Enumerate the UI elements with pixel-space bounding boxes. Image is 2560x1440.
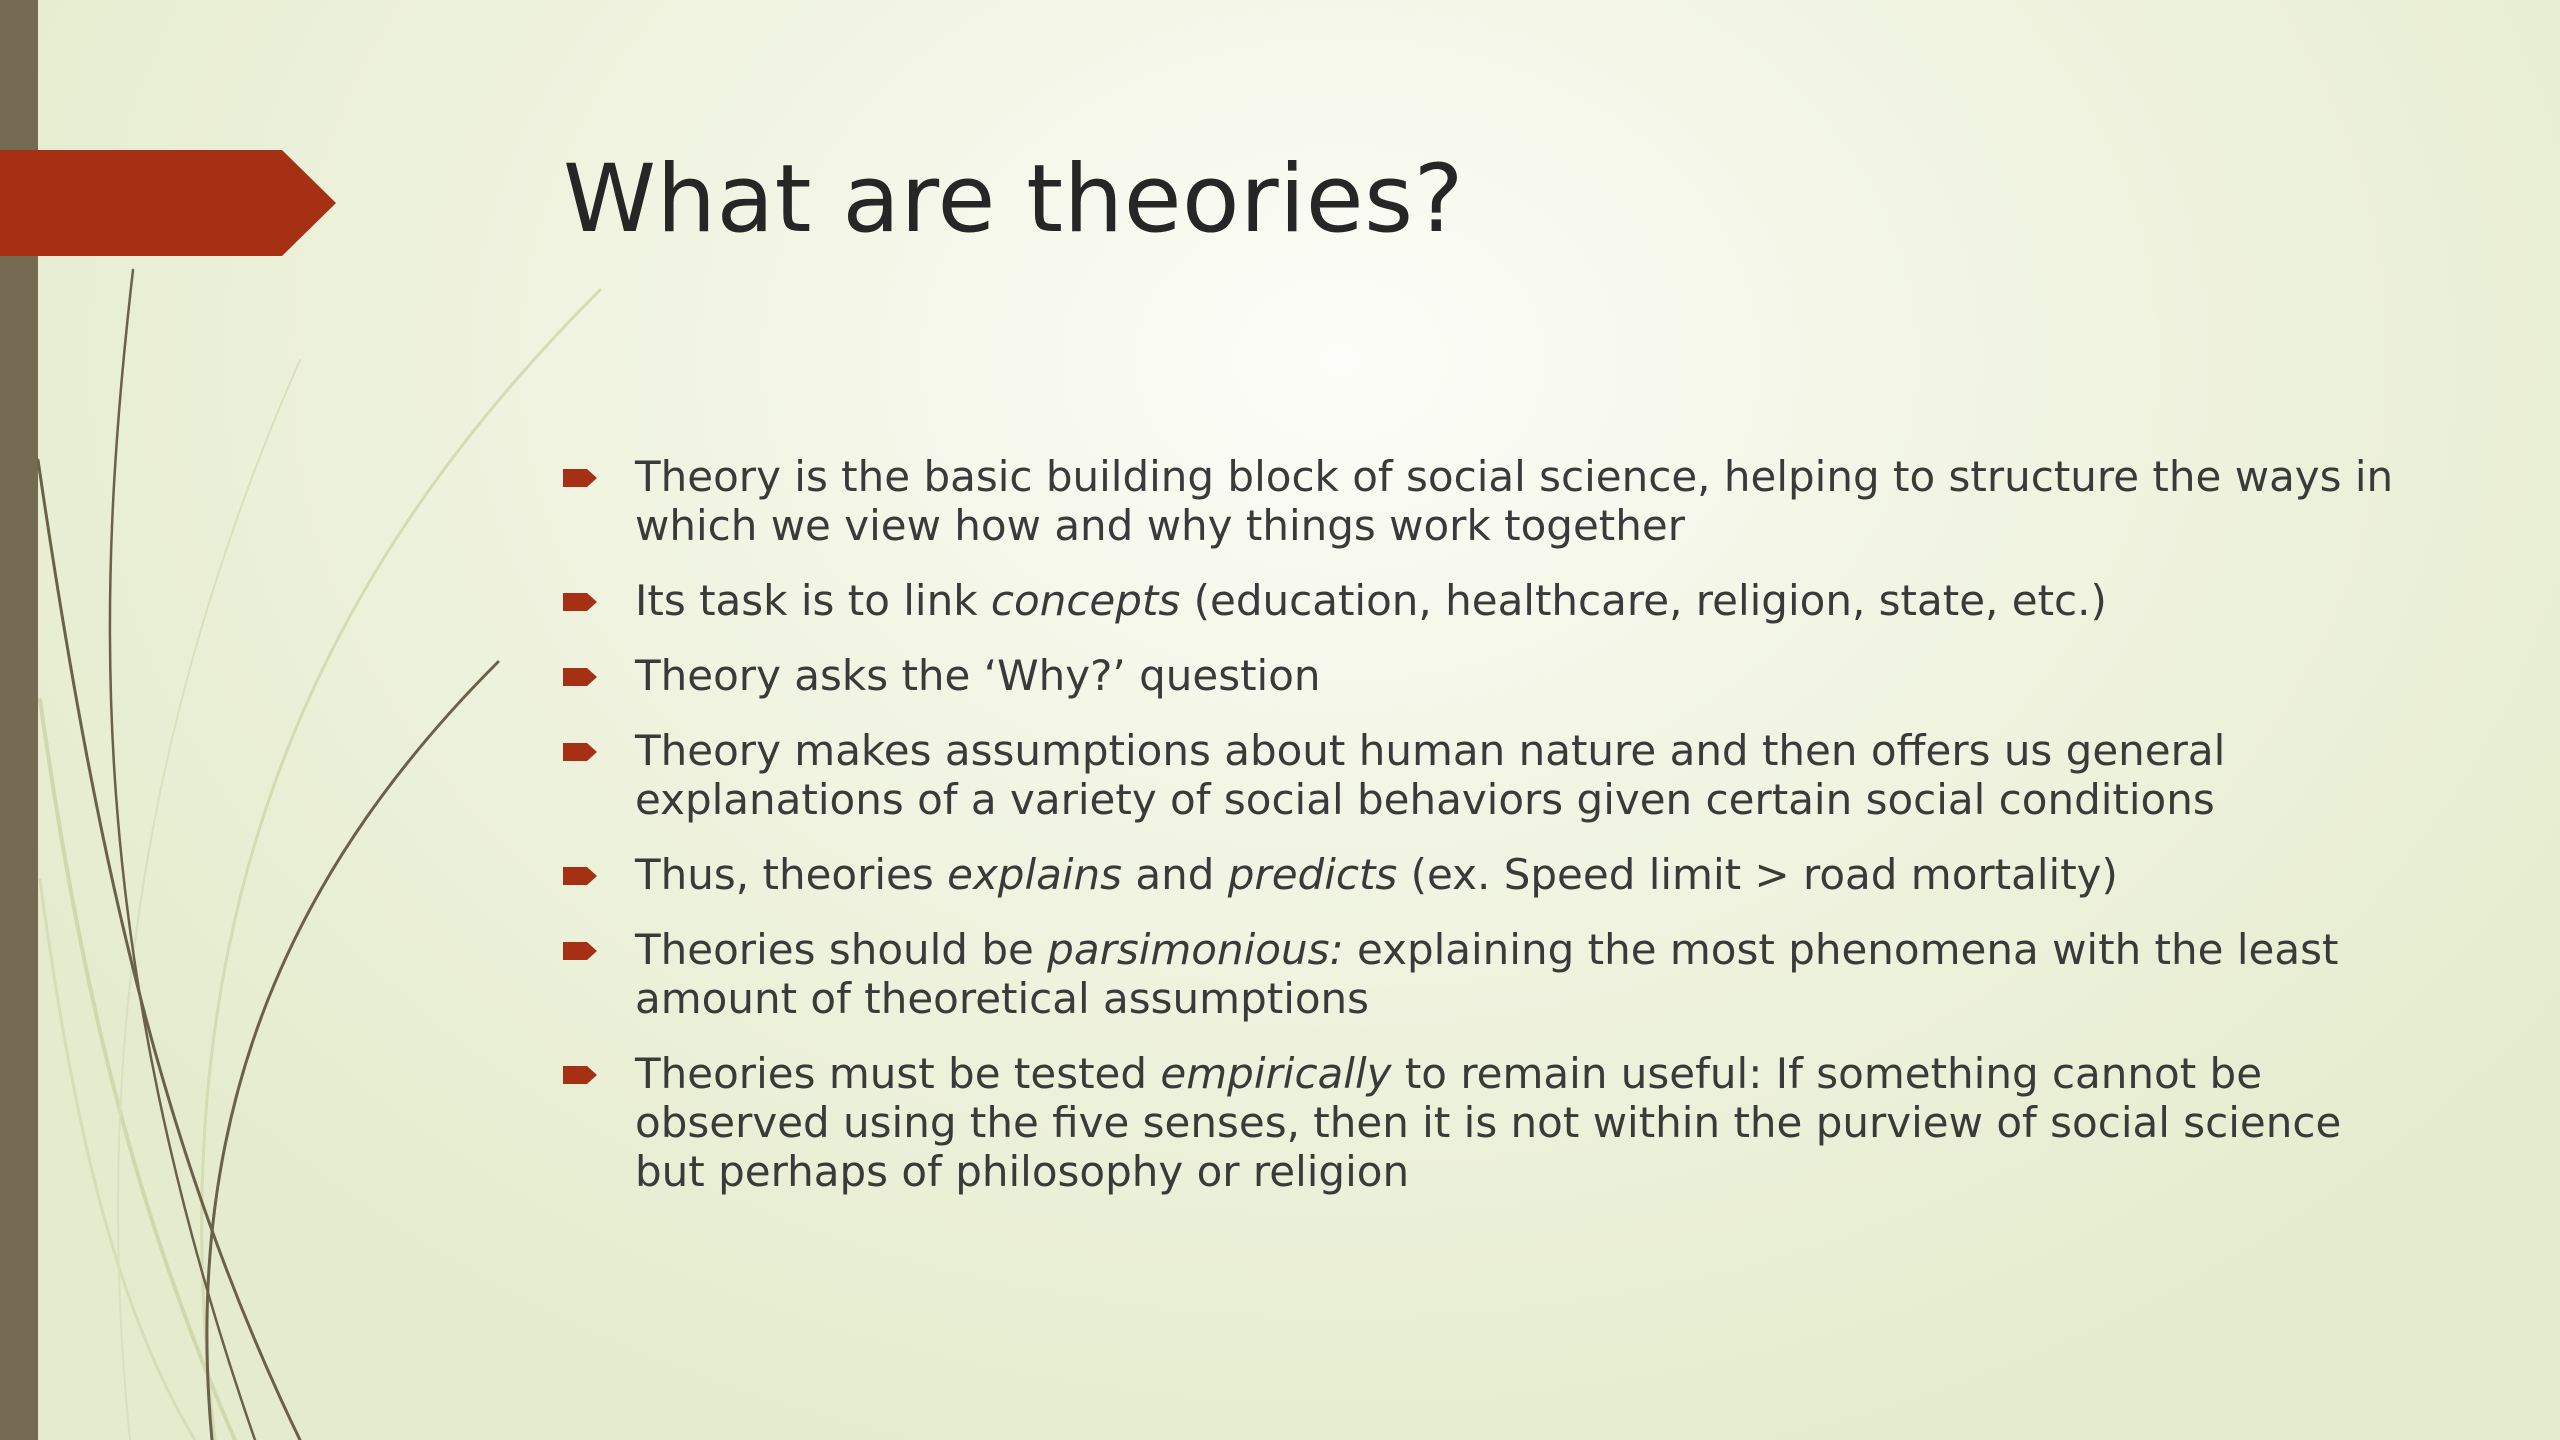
bullet-item <box>563 651 2423 700</box>
curve-faint-3 <box>40 880 195 1440</box>
bullet-item <box>563 925 2423 1023</box>
bullet-text-italic: explains <box>947 850 1123 899</box>
bullet-list <box>563 452 2423 1222</box>
bullet-item <box>563 1049 2423 1196</box>
bullet-text: explaining the most phenomena with the least amount of theoretical assumptions <box>635 925 2339 1023</box>
arrow-bullet-icon <box>563 1066 597 1084</box>
bullet-text-italic: parsimonious: <box>1047 925 1344 974</box>
slide-title: What are theories? <box>563 145 1464 254</box>
curve-faint-1 <box>202 290 600 1440</box>
bullet-text-italic: empirically <box>1160 1049 1392 1098</box>
bullet-text: to remain useful: If something cannot be observed using the five senses, then it is not within the purview of social science but perhaps of philosophy or religion <box>635 1049 2342 1196</box>
curve-dark-1 <box>110 270 255 1440</box>
arrow-bullet-icon <box>563 469 597 487</box>
bullet-text: Theories must be tested <box>635 1049 1161 1098</box>
bullet-text: Theories should be <box>635 925 1048 974</box>
arrow-bullet-icon <box>563 867 597 885</box>
bullet-text: Theory is the basic building block of social science, helping to structure the ways in which we view how and why things work together <box>635 452 2394 550</box>
bullet-item <box>563 576 2423 625</box>
arrow-bullet-icon <box>563 593 597 611</box>
arrow-bullet-icon <box>563 668 597 686</box>
bullet-item <box>563 850 2423 899</box>
curve-dark-3 <box>207 662 498 1440</box>
bullet-text: Thus, theories <box>635 850 948 899</box>
curve-dark-2 <box>38 460 300 1440</box>
bullet-text: Theory makes assumptions about human nature and then offers us general explanations of a variety of social behaviors given certain social conditions <box>635 726 2226 824</box>
title-marker-shape <box>0 150 336 256</box>
bullet-text: and <box>1122 850 1228 899</box>
bullet-text-italic: concepts <box>990 576 1181 625</box>
bullet-item <box>563 726 2423 824</box>
bullet-text: Theory asks the ‘Why?’ question <box>635 651 1321 700</box>
arrow-bullet-icon <box>563 942 597 960</box>
bullet-text: Its task is to link <box>635 576 991 625</box>
bullet-text: (education, healthcare, religion, state, etc.) <box>1180 576 2107 625</box>
arrow-bullet-icon <box>563 743 597 761</box>
title-marker-tab <box>0 150 336 256</box>
bullet-item <box>563 452 2423 550</box>
bullet-text-italic: predicts <box>1227 850 1398 899</box>
bullet-text: (ex. Speed limit > road mortality) <box>1397 850 2118 899</box>
